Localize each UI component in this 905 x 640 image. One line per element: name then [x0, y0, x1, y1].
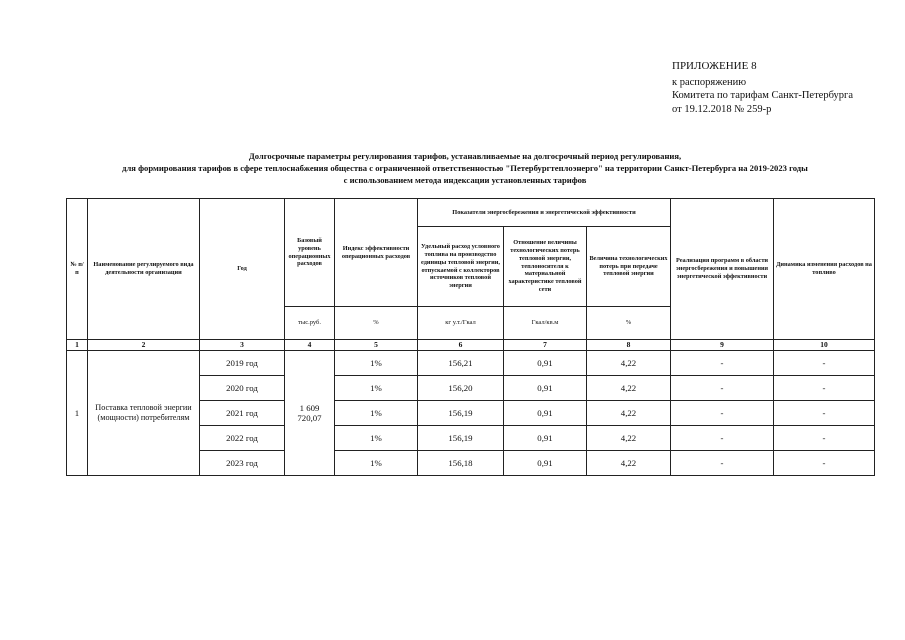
- cell-specific-fuel: 156,19: [418, 426, 504, 451]
- cell-tech-losses: 4,22: [587, 426, 671, 451]
- cell-tech-losses: 4,22: [587, 351, 671, 376]
- cell-fuel-cost-dynamics: -: [774, 426, 875, 451]
- cell-fuel-cost-dynamics: -: [774, 401, 875, 426]
- cell-programs: -: [671, 351, 774, 376]
- cell-efficiency-index: 1%: [335, 426, 418, 451]
- cell-tech-losses: 4,22: [587, 451, 671, 476]
- cell-year: 2021 год: [200, 401, 285, 426]
- cell-specific-fuel: 156,18: [418, 451, 504, 476]
- cell-year: 2023 год: [200, 451, 285, 476]
- column-number: 3: [200, 340, 285, 351]
- annex-block: [672, 60, 897, 116]
- cell-loss-ratio: 0,91: [504, 376, 587, 401]
- cell-programs: -: [671, 401, 774, 426]
- column-number: 2: [88, 340, 200, 351]
- header-num: № п/п: [67, 199, 88, 340]
- column-number: 5: [335, 340, 418, 351]
- cell-loss-ratio: 0,91: [504, 351, 587, 376]
- header-year: Год: [200, 199, 285, 340]
- annex-line-committee: Комитета по тарифам Санкт-Петербурга: [672, 90, 854, 101]
- cell-year: 2019 год: [200, 351, 285, 376]
- column-number: 6: [418, 340, 504, 351]
- unit-tech-losses: %: [587, 307, 671, 340]
- header-base-level: Базовый уровень операционных расходов: [285, 199, 335, 307]
- unit-efficiency-index: %: [335, 307, 418, 340]
- cell-efficiency-index: 1%: [335, 376, 418, 401]
- document-title: [60, 150, 870, 186]
- annex-line-order: к распоряжению: [672, 76, 747, 88]
- cell-loss-ratio: 0,91: [504, 451, 587, 476]
- header-tech-losses: Величина технологических потерь при передаче тепловой энергии: [587, 227, 671, 307]
- unit-loss-ratio: Гкал/кв.м: [504, 307, 587, 340]
- annex-heading: ПРИЛОЖЕНИЕ 8: [672, 60, 757, 72]
- column-number: 7: [504, 340, 587, 351]
- header-fuel-cost-dynamics: Динамика изменения расходов на топливо: [774, 199, 875, 340]
- cell-year: 2022 год: [200, 426, 285, 451]
- row-num: 1: [67, 351, 88, 476]
- cell-loss-ratio: 0,91: [504, 426, 587, 451]
- cell-efficiency-index: 1%: [335, 451, 418, 476]
- cell-efficiency-index: 1%: [335, 401, 418, 426]
- table-row: [67, 351, 875, 376]
- cell-fuel-cost-dynamics: -: [774, 451, 875, 476]
- column-number: 4: [285, 340, 335, 351]
- header-loss-ratio: Отношение величины технологических потерь тепловой энергии, теплоносителя к материальной характеристике тепловой сети: [504, 227, 587, 307]
- column-number: 8: [587, 340, 671, 351]
- cell-specific-fuel: 156,21: [418, 351, 504, 376]
- header-activity: Наименование регулируемого вида деятельности организации: [88, 199, 200, 340]
- column-number: 9: [671, 340, 774, 351]
- row-base-level: 1 609 720,07: [285, 351, 335, 476]
- unit-base-level: тыс.руб.: [285, 307, 335, 340]
- unit-specific-fuel: кг у.т./Гкал: [418, 307, 504, 340]
- cell-specific-fuel: 156,20: [418, 376, 504, 401]
- cell-fuel-cost-dynamics: -: [774, 351, 875, 376]
- column-number: 1: [67, 340, 88, 351]
- cell-programs: -: [671, 376, 774, 401]
- cell-loss-ratio: 0,91: [504, 401, 587, 426]
- cell-fuel-cost-dynamics: -: [774, 376, 875, 401]
- header-programs: Реализация программ в области энергосбережения и повышения энергетической эффективности: [671, 199, 774, 340]
- cell-year: 2020 год: [200, 376, 285, 401]
- cell-specific-fuel: 156,19: [418, 401, 504, 426]
- title-line-3: с использованием метода индексации установленных тарифов: [343, 175, 587, 185]
- annex-line-date: от 19.12.2018 № 259-р: [672, 103, 772, 115]
- cell-efficiency-index: 1%: [335, 351, 418, 376]
- cell-tech-losses: 4,22: [587, 401, 671, 426]
- column-number: 10: [774, 340, 875, 351]
- row-activity: Поставка тепловой энергии (мощности) потребителям: [88, 351, 200, 476]
- header-efficiency-index: Индекс эффективности операционных расходов: [335, 199, 418, 307]
- header-specific-fuel: Удельный расход условного топлива на производство единицы тепловой энергии, отпускаемой с коллекторов источников тепловой энергии: [418, 227, 504, 307]
- cell-programs: -: [671, 451, 774, 476]
- title-line-1: Долгосрочные параметры регулирования тарифов, устанавливаемые на долгосрочный период регулирования,: [248, 151, 682, 161]
- parameters-table: [66, 198, 875, 476]
- title-line-2: для формирования тарифов в сфере теплоснабжения общества с ограниченной ответственностью "Петербургтеплоэнерго" на территории Санкт-Петербурга на 2019-2023 годы: [122, 163, 808, 173]
- header-energy-group: Показатели энергосбережения и энергетической эффективности: [418, 199, 671, 227]
- cell-programs: -: [671, 426, 774, 451]
- cell-tech-losses: 4,22: [587, 376, 671, 401]
